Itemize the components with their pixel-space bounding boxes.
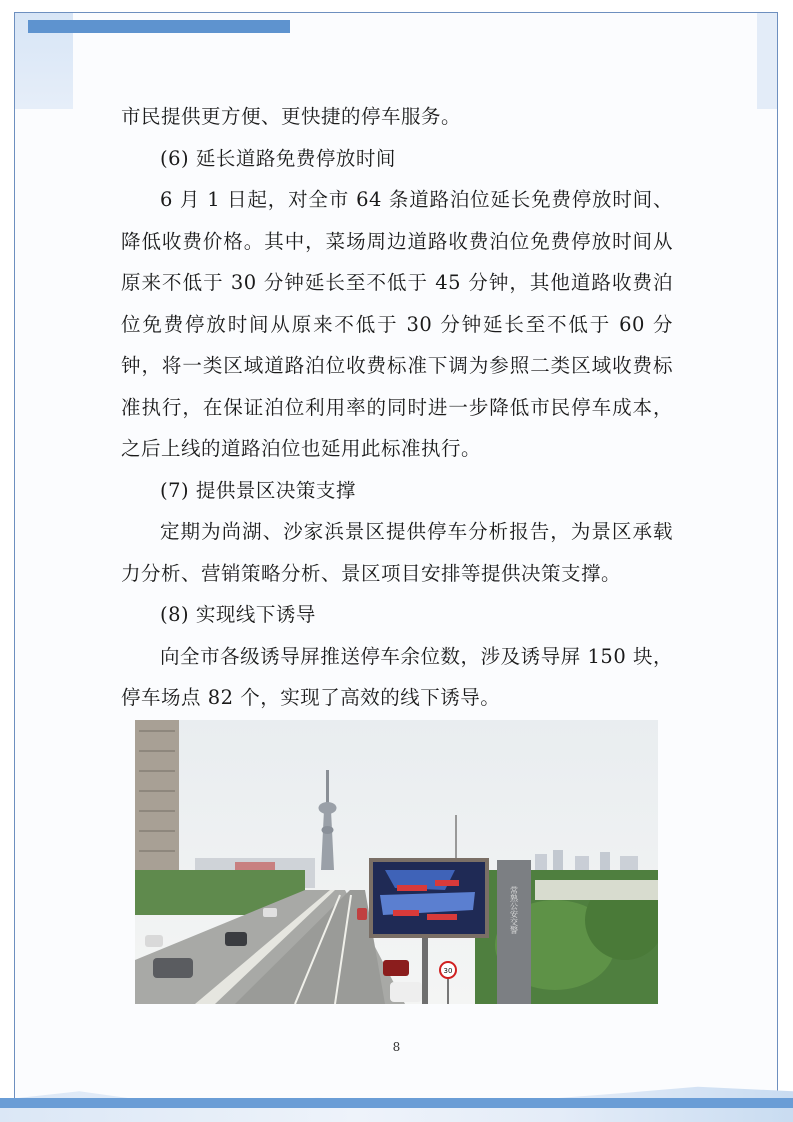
paragraph: 市民提供更方便、更快捷的停车服务。 xyxy=(121,105,462,128)
body-text xyxy=(121,96,673,719)
section-heading: (8) 实现线下诱导 xyxy=(160,603,316,626)
speed-limit-sign: 30 xyxy=(443,967,453,975)
street-photo xyxy=(135,720,658,1004)
paragraph: 6 月 1 日起，对全市 64 条道路泊位延长免费停放时间、降低收费价格。其中，菜场周边道路收费泊位免费停放时间从原来不低于 30 分钟延长至不低于 45 分钟，其他道路收费泊位免费停放时间从原来不低于 30 分钟延长至不低于 60 分钟，将一类区域道路泊位收费标准下调为参照二类区域收费标准执行，在保证泊位利用率的同时进一步降低市民停车成本，之后上线的道路泊位也延用此标准执行。 xyxy=(121,188,673,460)
page-number: 8 xyxy=(392,1040,401,1054)
header-accent-bar xyxy=(28,20,290,33)
section-heading: (6) 延长道路免费停放时间 xyxy=(160,146,396,170)
paragraph: 定期为尚湖、沙家浜景区提供停车分析报告，为景区承载力分析、营销策略分析、景区项目安排等提供决策支撑。 xyxy=(121,520,673,585)
paragraph: 向全市各级诱导屏推送停车余位数，涉及诱导屏 150 块，停车场点 82 个，实现了高效的线下诱导。 xyxy=(121,644,673,709)
footer-accent-bar xyxy=(0,1098,793,1108)
sign-post-label: 常熟公安交警 xyxy=(509,886,519,934)
section-heading: (7) 提供景区决策支撑 xyxy=(160,478,356,502)
corner-decoration-right xyxy=(757,13,777,109)
